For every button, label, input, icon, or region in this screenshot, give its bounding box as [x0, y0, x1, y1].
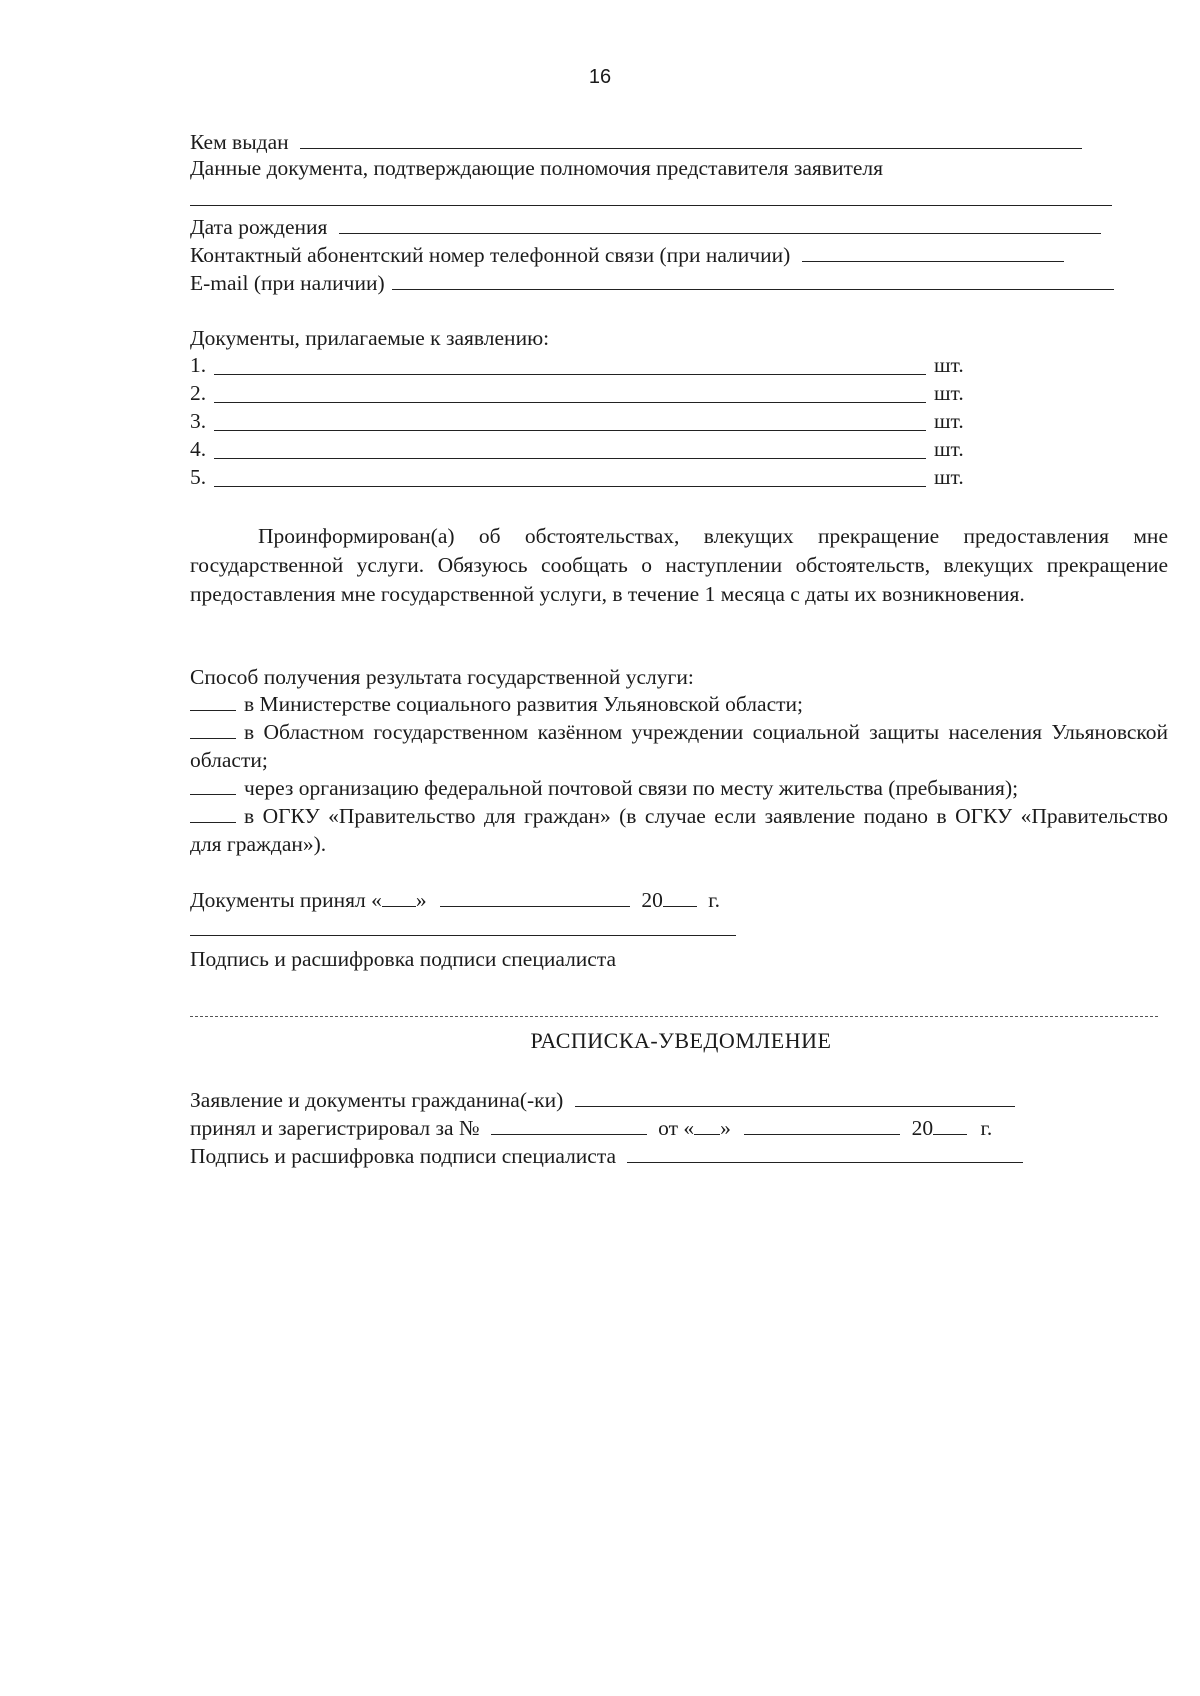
email-row [190, 269, 1114, 296]
attachment-field[interactable] [214, 402, 926, 403]
attachment-row [190, 408, 990, 434]
attachment-field[interactable] [214, 458, 926, 459]
receipt-year-prefix: 20 [911, 1116, 934, 1140]
attachment-number: 2. [190, 381, 207, 405]
option-checkbox-field[interactable] [190, 718, 236, 739]
receipt-quote-close: » [720, 1116, 731, 1140]
attachment-unit: шт. [934, 409, 964, 433]
receipt-line-2 [190, 1114, 992, 1141]
attachment-field[interactable] [214, 430, 926, 431]
option-checkbox-field[interactable] [190, 690, 236, 711]
receipt-line-1 [190, 1086, 1015, 1113]
birth-date-row [190, 213, 1101, 240]
attachment-row [190, 380, 990, 406]
attachment-row [190, 352, 990, 378]
issued-by-field[interactable] [300, 128, 1082, 149]
email-field[interactable] [392, 269, 1114, 290]
attachment-row [190, 436, 990, 462]
receipt-citizen-label: Заявление и документы гражданина(-ки) [190, 1088, 564, 1112]
issued-by-label: Кем выдан [190, 130, 289, 154]
receipt-signature-label: Подпись и расшифровка подписи специалиста [190, 1144, 617, 1168]
page-number: 16 [588, 66, 612, 88]
option-label: в ОГКУ «Правительство для граждан» (в случае если заявление подано в ОГКУ «Правительство для граждан»). [190, 804, 1168, 856]
accepted-year-field[interactable] [663, 886, 697, 907]
attachments-title: Документы, прилагаемые к заявлению: [190, 326, 550, 350]
accepted-year-suffix: г. [708, 888, 721, 912]
receipt-number-field[interactable] [491, 1114, 647, 1135]
receipt-day-field[interactable] [694, 1114, 720, 1135]
receipt-year-suffix: г. [980, 1116, 993, 1140]
result-option [190, 690, 1168, 718]
attachment-unit: шт. [934, 353, 964, 377]
attachment-field[interactable] [214, 374, 926, 375]
option-checkbox-field[interactable] [190, 774, 236, 795]
accepted-year-prefix: 20 [641, 888, 663, 912]
result-option [190, 774, 1168, 802]
cut-line [190, 1016, 1158, 1017]
accepted-quote-close: » [415, 888, 427, 912]
receipt-year-field[interactable] [933, 1114, 967, 1135]
attachment-number: 3. [190, 409, 207, 433]
receipt-title: РАСПИСКА-УВЕДОМЛЕНИЕ [530, 1028, 832, 1053]
option-label: через организацию федеральной почтовой связи по месту жительства (пребывания); [244, 776, 1019, 800]
birth-date-label: Дата рождения [190, 215, 328, 239]
attachment-number: 5. [190, 465, 207, 489]
result-option [190, 802, 1168, 858]
accepted-row [190, 886, 720, 913]
receipt-registered-label: принял и зарегистрировал за № [190, 1116, 480, 1140]
option-label: в Министерстве социального развития Ульяновской области; [244, 692, 803, 716]
result-option [190, 718, 1168, 774]
issued-by-row [190, 128, 1082, 155]
receipt-date-label: от « [658, 1116, 695, 1140]
representative-doc-label: Данные документа, подтверждающие полномочия представителя заявителя [190, 156, 884, 180]
attachment-field[interactable] [214, 486, 926, 487]
accepted-signature-label: Подпись и расшифровка подписи специалиста [190, 947, 617, 971]
accepted-day-field[interactable] [382, 886, 416, 907]
accepted-signature-field[interactable] [190, 935, 736, 936]
attachment-number: 1. [190, 353, 207, 377]
accepted-month-field[interactable] [440, 886, 630, 907]
receipt-signature-field[interactable] [627, 1142, 1023, 1163]
representative-doc-field[interactable] [190, 205, 1112, 206]
email-label: E-mail (при наличии) [190, 271, 385, 295]
attachment-unit: шт. [934, 465, 964, 489]
phone-row [190, 241, 1064, 268]
option-label: в Областном государственном казённом учреждении социальной защиты населения Ульяновской области; [190, 720, 1168, 772]
attachment-row [190, 464, 990, 490]
receipt-citizen-field[interactable] [575, 1086, 1015, 1107]
receipt-line-3 [190, 1142, 1023, 1169]
result-method-title: Способ получения результата государственной услуги: [190, 665, 694, 689]
option-checkbox-field[interactable] [190, 802, 236, 823]
attachment-unit: шт. [934, 381, 964, 405]
attachment-number: 4. [190, 437, 207, 461]
receipt-month-field[interactable] [744, 1114, 900, 1135]
phone-label: Контактный абонентский номер телефонной связи (при наличии) [190, 243, 791, 267]
attachment-unit: шт. [934, 437, 964, 461]
phone-field[interactable] [802, 241, 1064, 262]
birth-date-field[interactable] [339, 213, 1101, 234]
accepted-label: Документы принял « [190, 888, 382, 912]
informed-paragraph: Проинформирован(а) об обстоятельствах, влекущих прекращение предоставления мне государственной услуги. Обязуюсь сообщать о наступлении обстоятельств, влекущих прекращение предоставления мне государственной услуги, в течение 1 месяца с даты их возникновения. [190, 524, 1168, 606]
